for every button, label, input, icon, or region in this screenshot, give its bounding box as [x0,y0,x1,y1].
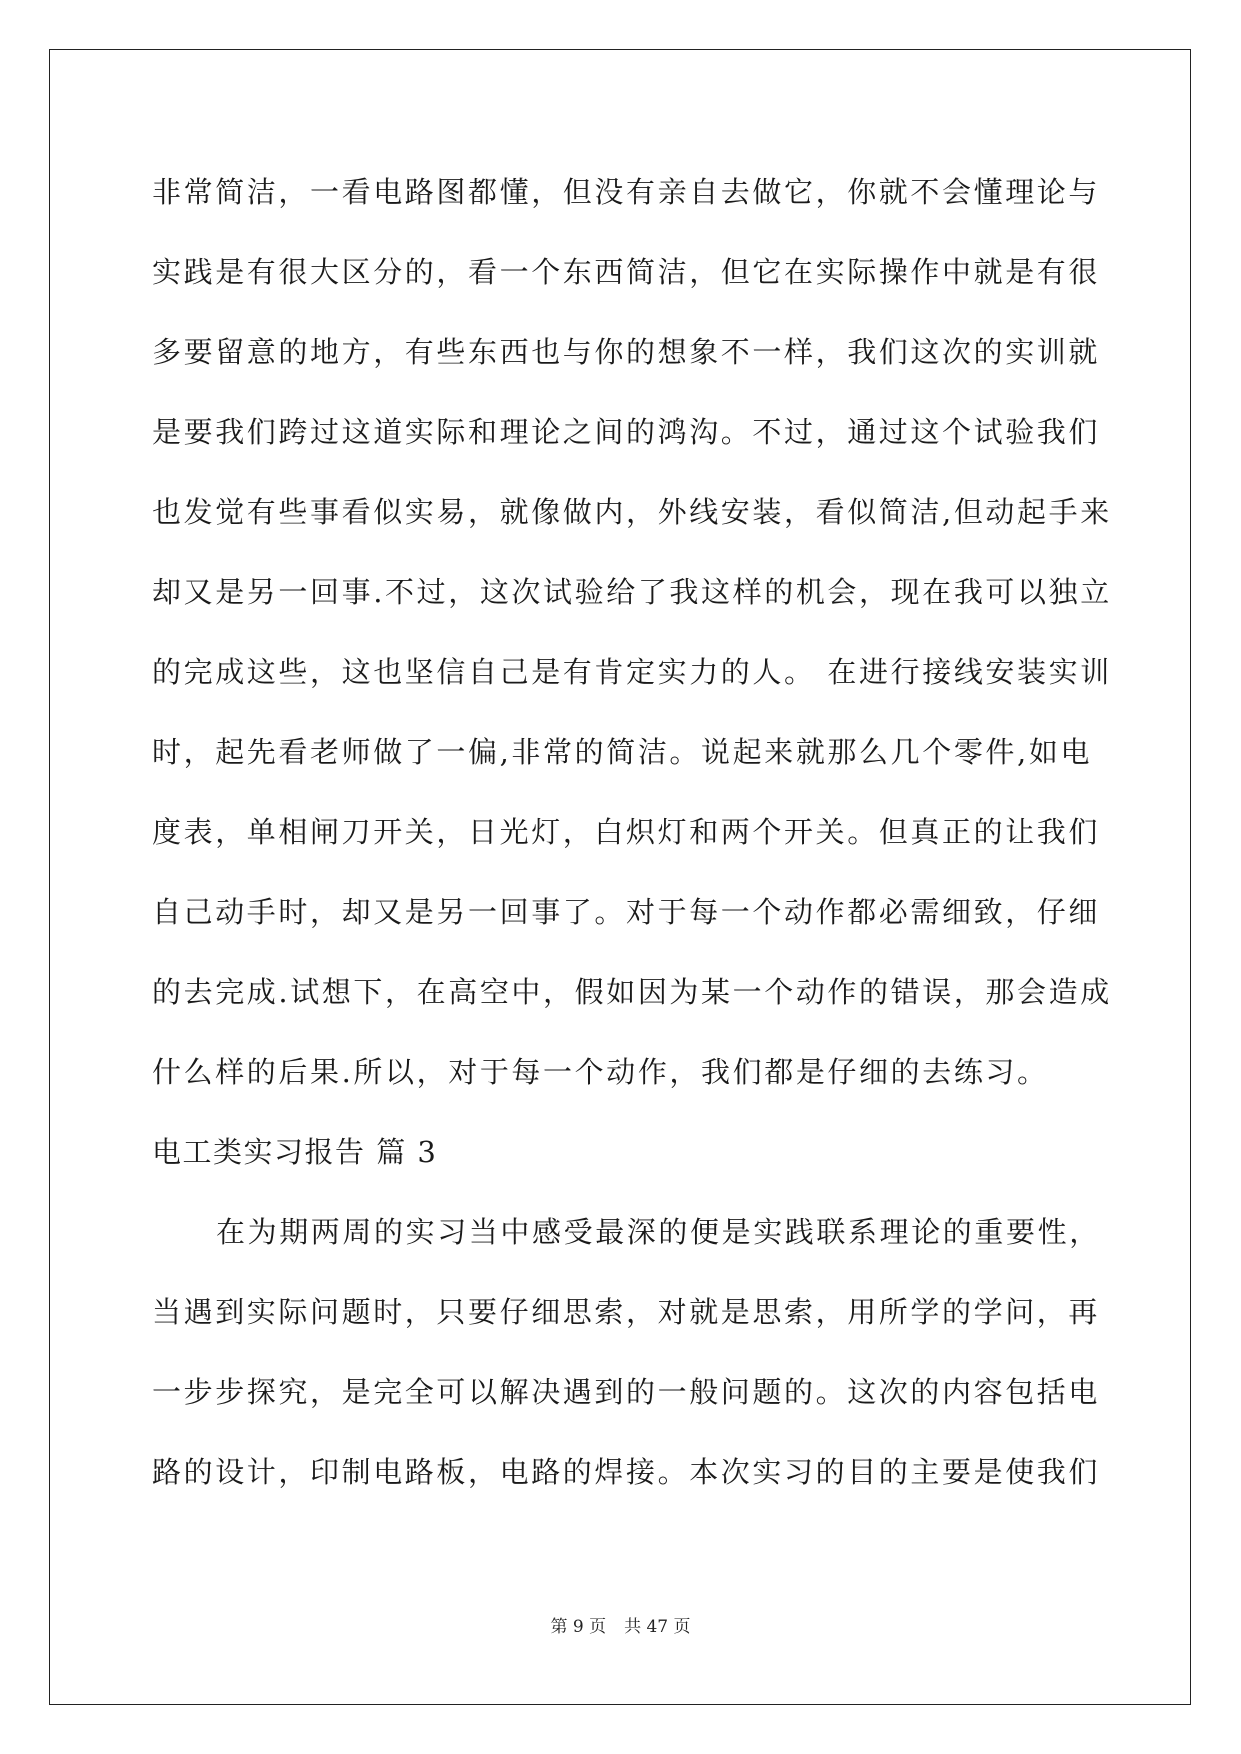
page-footer [0,1612,1241,1637]
text-line: 的完成这些，这也坚信自己是有肯定实力的人。 在进行接线安装实训 [152,655,1112,689]
text-line: 当遇到实际问题时，只要仔细思索，对就是思索，用所学的学问，再 [152,1295,1101,1329]
text-line: 实践是有很大区分的，看一个东西简洁，但它在实际操作中就是有很 [152,255,1101,289]
text-line: 在为期两周的实习当中感受最深的便是实践联系理论的重要性， [216,1215,1101,1249]
text-line: 时，起先看老师做了一偏,非常的简洁。说起来就那么几个零件,如电 [152,735,1093,769]
text-line: 度表，单相闸刀开关，日光灯，白炽灯和两个开关。但真正的让我们 [152,815,1101,849]
paragraph-2 [152,1192,1101,1512]
text-line: 多要留意的地方，有些东西也与你的想象不一样，我们这次的实训就 [152,335,1101,369]
paragraph-1 [152,152,1112,1112]
text-line: 一步步探究，是完全可以解决遇到的一般问题的。这次的内容包括电 [152,1375,1101,1409]
document-body [152,152,1112,1512]
text-line: 路的设计，印制电路板，电路的焊接。本次实习的目的主要是使我们 [152,1455,1101,1489]
text-line: 是要我们跨过这道实际和理论之间的鸿沟。不过，通过这个试验我们 [152,415,1101,449]
page-number: 第 9 页 [550,1617,607,1637]
text-line: 自己动手时，却又是另一回事了。对于每一个动作都必需细致，仔细 [152,895,1101,929]
section-heading: 电工类实习报告 篇 3 [152,1135,438,1169]
text-line: 却又是另一回事.不过，这次试验给了我这样的机会，现在我可以独立 [152,575,1112,609]
text-line: 也发觉有些事看似实易，就像做内，外线安装，看似简洁,但动起手来 [152,495,1112,529]
text-line: 非常简洁，一看电路图都懂，但没有亲自去做它，你就不会懂理论与 [152,175,1101,209]
page-total: 共 47 页 [624,1617,691,1637]
text-line: 什么样的后果.所以，对于每一个动作，我们都是仔细的去练习。 [152,1055,1049,1089]
text-line: 的去完成.试想下，在高空中，假如因为某一个动作的错误，那会造成 [152,975,1112,1009]
